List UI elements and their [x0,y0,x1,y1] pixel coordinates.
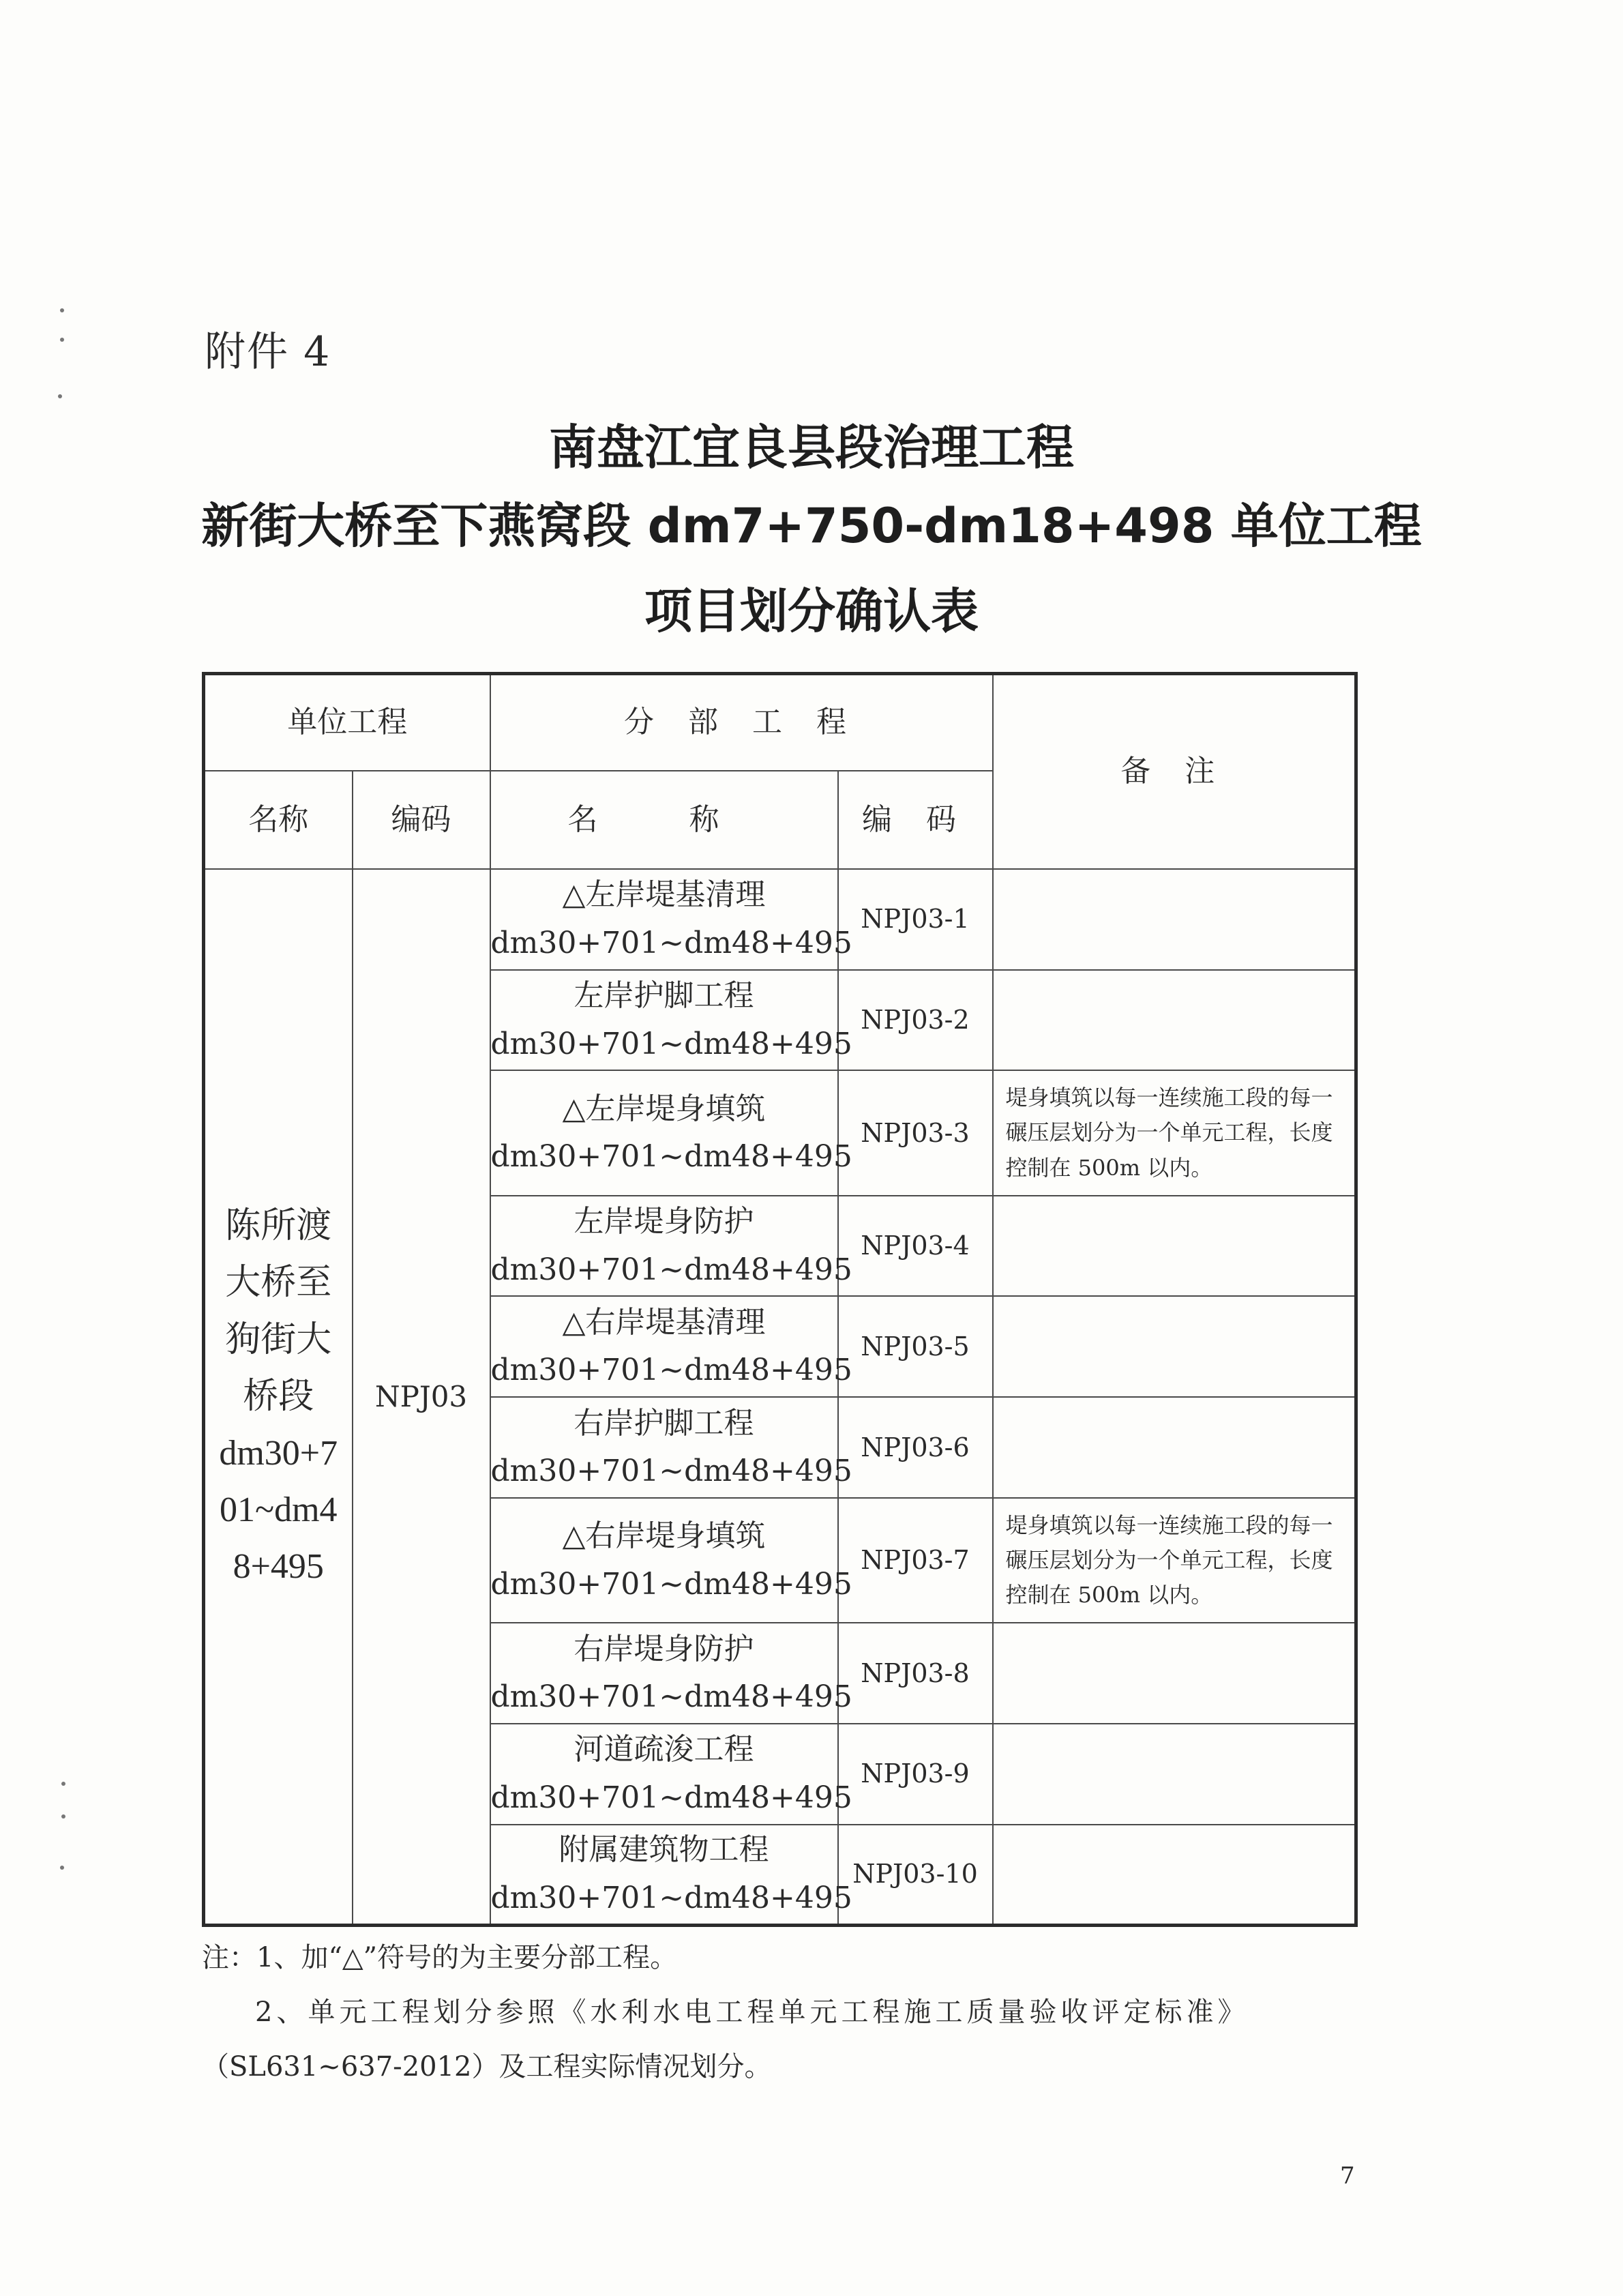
sub-name: 河道疏浚工程 [574,1732,754,1767]
sub-name: △左岸堤基清理 [562,877,766,913]
sub-code-cell: NPJ03-2 [838,970,993,1071]
unit-name-line: 陈所渡 [225,1207,332,1246]
sub-range: dm30+701~dm48+495 [490,1679,852,1714]
sub-name: 附属建筑物工程 [559,1832,769,1868]
sub-name-cell [490,1498,852,1623]
sub-range: dm30+701~dm48+495 [490,1780,852,1815]
header-sub-code: 编 码 [838,771,993,869]
sub-range: dm30+701~dm48+495 [490,1026,852,1061]
unit-name-cell [204,869,353,1926]
header-sub: 分 部 工 程 [490,674,993,771]
sub-range: dm30+701~dm48+495 [490,1566,852,1602]
unit-code-cell: NPJ03 [353,869,490,1926]
remark-cell [993,1397,1356,1498]
sub-code-cell: NPJ03-7 [838,1498,993,1623]
header-unit-code: 编码 [353,771,490,869]
sub-name: △左岸堤身填筑 [562,1091,766,1126]
remark-cell [993,1196,1356,1297]
sub-name-cell [490,1724,852,1825]
sub-range: dm30+701~dm48+495 [490,1139,852,1175]
header-unit: 单位工程 [204,674,490,771]
table-row [204,869,1356,970]
sub-name-cell [490,1070,852,1195]
document-subtitle: 新街大桥至下燕窝段 dm7+750-dm18+498 单位工程 [201,498,1422,554]
header-sub-name: 名 称 [490,771,838,869]
sub-name: 右岸护脚工程 [574,1405,754,1441]
sub-code-cell: NPJ03-8 [838,1623,993,1724]
unit-name-line: 桥段 [243,1377,314,1416]
sub-name: △右岸堤身填筑 [562,1518,766,1554]
remark-cell [993,1296,1356,1397]
header-unit-name: 名称 [204,771,353,869]
remark-cell [993,1724,1356,1825]
unit-name-line: dm30+7 [219,1434,338,1473]
sub-name-cell [490,970,852,1071]
sub-range: dm30+701~dm48+495 [490,1454,852,1489]
sub-code-cell: NPJ03-1 [838,869,993,970]
unit-name-line: 狗街大 [225,1320,332,1359]
unit-name-line: 8+495 [233,1547,324,1587]
remark-cell [993,1825,1356,1926]
sub-range: dm30+701~dm48+495 [490,925,852,960]
attachment-label: 附件 4 [205,328,331,376]
unit-name-line: 大桥至 [225,1263,332,1303]
sub-name: 右岸堤身防护 [574,1631,754,1666]
sub-range: dm30+701~dm48+495 [490,1353,852,1388]
sub-code-cell: NPJ03-10 [838,1825,993,1926]
sub-name-cell [490,1397,852,1498]
note-line-1: 注：1、加“△”符号的为主要分部工程。 [202,1942,678,1973]
note-line-2: 2、单元工程划分参照《水利水电工程单元工程施工质量验收评定标准》 [255,1997,1249,2028]
sub-name-cell [490,869,852,970]
sub-name: △右岸堤基清理 [562,1304,766,1340]
sub-range: dm30+701~dm48+495 [490,1252,852,1287]
remark-cell: 堤身填筑以每一连续施工段的每一碾压层划分为一个单元工程，长度控制在 500m 以内。 [993,1070,1356,1195]
page-number: 7 [1340,2162,1355,2190]
remark-cell [993,970,1356,1071]
sub-name-cell [490,1825,852,1926]
division-table [202,672,1358,1927]
header-remark: 备 注 [993,674,1356,869]
sub-range: dm30+701~dm48+495 [490,1880,852,1915]
remark-cell [993,1623,1356,1724]
sub-code-cell: NPJ03-3 [838,1070,993,1195]
sub-name-cell [490,1296,852,1397]
sub-name: 左岸护脚工程 [574,978,754,1014]
notes [202,1930,1354,2094]
remark-cell [993,869,1356,970]
document-title: 南盘江宜良县段治理工程 [549,420,1074,475]
sub-name-cell [490,1623,852,1724]
sub-name-cell [490,1196,852,1297]
sub-code-cell: NPJ03-6 [838,1397,993,1498]
sub-code-cell: NPJ03-4 [838,1196,993,1297]
unit-name-line: 01~dm4 [219,1490,338,1530]
sub-code-cell: NPJ03-5 [838,1296,993,1397]
note-line-3: （SL631~637-2012）及工程实际情况划分。 [202,2051,772,2082]
document-table-title: 项目划分确认表 [644,583,979,639]
remark-cell: 堤身填筑以每一连续施工段的每一碾压层划分为一个单元工程，长度控制在 500m 以内。 [993,1498,1356,1623]
sub-name: 左岸堤身防护 [574,1204,754,1239]
sub-code-cell: NPJ03-9 [838,1724,993,1825]
